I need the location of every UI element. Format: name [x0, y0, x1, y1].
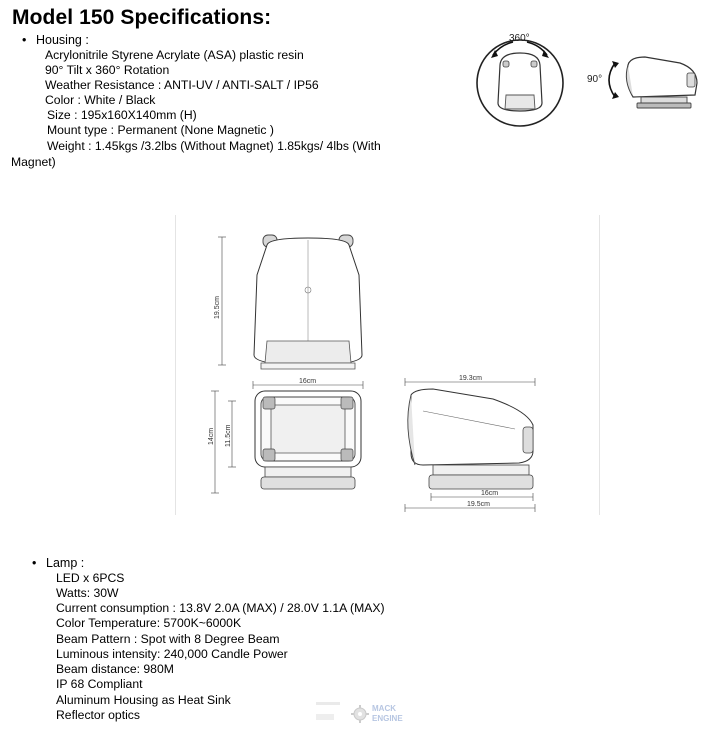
- housing-spec-line: Weight : 1.45kgs /3.2lbs (Without Magnet) 1.85kgs/ 4lbs (With: [47, 139, 381, 153]
- lamp-spec-line: Color Temperature: 5700K~6000K: [56, 616, 242, 630]
- housing-spec-line: Color : White / Black: [45, 93, 156, 107]
- lamp-side-icon: [626, 57, 697, 108]
- lamp-spec-line: Beam distance: 980M: [56, 662, 174, 676]
- housing-spec-line: Mount type : Permanent (None Magnetic ): [47, 123, 274, 137]
- bullet-icon: •: [22, 33, 27, 47]
- dim-lens-height: 11.5cm: [225, 424, 232, 447]
- housing-spec-line: 90° Tilt x 360° Rotation: [45, 63, 170, 77]
- lens-view-drawing: [255, 391, 361, 489]
- housing-heading: [22, 33, 89, 47]
- lamp-spec-line: LED x 6PCS: [56, 571, 125, 585]
- rotation-diagram: [465, 25, 705, 135]
- dimension-drawing: [175, 215, 601, 520]
- lamp-spec-line: Reflector optics: [56, 708, 140, 722]
- lamp-spec-line: Luminous intensity: 240,000 Candle Power: [56, 647, 288, 661]
- lamp-heading-label: Lamp :: [46, 556, 85, 570]
- dim-front-height: 19.5cm: [214, 296, 221, 319]
- page-title: Model 150 Specifications:: [12, 6, 272, 29]
- watermark-line1: MACK: [372, 704, 396, 713]
- dim-total-length: 19.5cm: [467, 501, 490, 508]
- housing-spec-line: Acrylonitrile Styrene Acrylate (ASA) plastic resin: [45, 48, 304, 62]
- dim-side-length: 19.3cm: [459, 375, 482, 382]
- housing-spec-line: Weather Resistance : ANTI-UV / ANTI-SALT / IP56: [45, 78, 319, 92]
- watermark-logo: [312, 700, 407, 728]
- lamp-spec-line: Beam Pattern : Spot with 8 Degree Beam: [56, 632, 280, 646]
- lamp-spec-line: Current consumption : 13.8V 2.0A (MAX) / 28.0V 1.1A (MAX): [56, 601, 385, 615]
- side-view-drawing: [408, 389, 533, 489]
- lamp-heading: [32, 556, 84, 570]
- front-view-drawing: [254, 235, 362, 369]
- housing-spec-line: Size : 195x160X140mm (H): [47, 108, 197, 122]
- rotation-label: 360°: [509, 33, 530, 44]
- lamp-front-icon: [498, 53, 542, 111]
- lamp-spec-line: Watts: 30W: [56, 586, 119, 600]
- bullet-icon: •: [32, 556, 37, 570]
- housing-spec-wrap: Magnet): [11, 155, 56, 169]
- dim-width-top: 16cm: [299, 378, 317, 385]
- dim-base-width: 16cm: [481, 490, 499, 497]
- lamp-spec-line: IP 68 Compliant: [56, 677, 143, 691]
- tilt-label: 90°: [587, 74, 603, 85]
- gear-icon: [351, 705, 369, 723]
- watermark-line2: ENGINE: [372, 714, 403, 723]
- lamp-spec-line: Aluminum Housing as Heat Sink: [56, 693, 231, 707]
- housing-heading-label: Housing :: [36, 33, 89, 47]
- dim-body-height: 14cm: [208, 427, 215, 445]
